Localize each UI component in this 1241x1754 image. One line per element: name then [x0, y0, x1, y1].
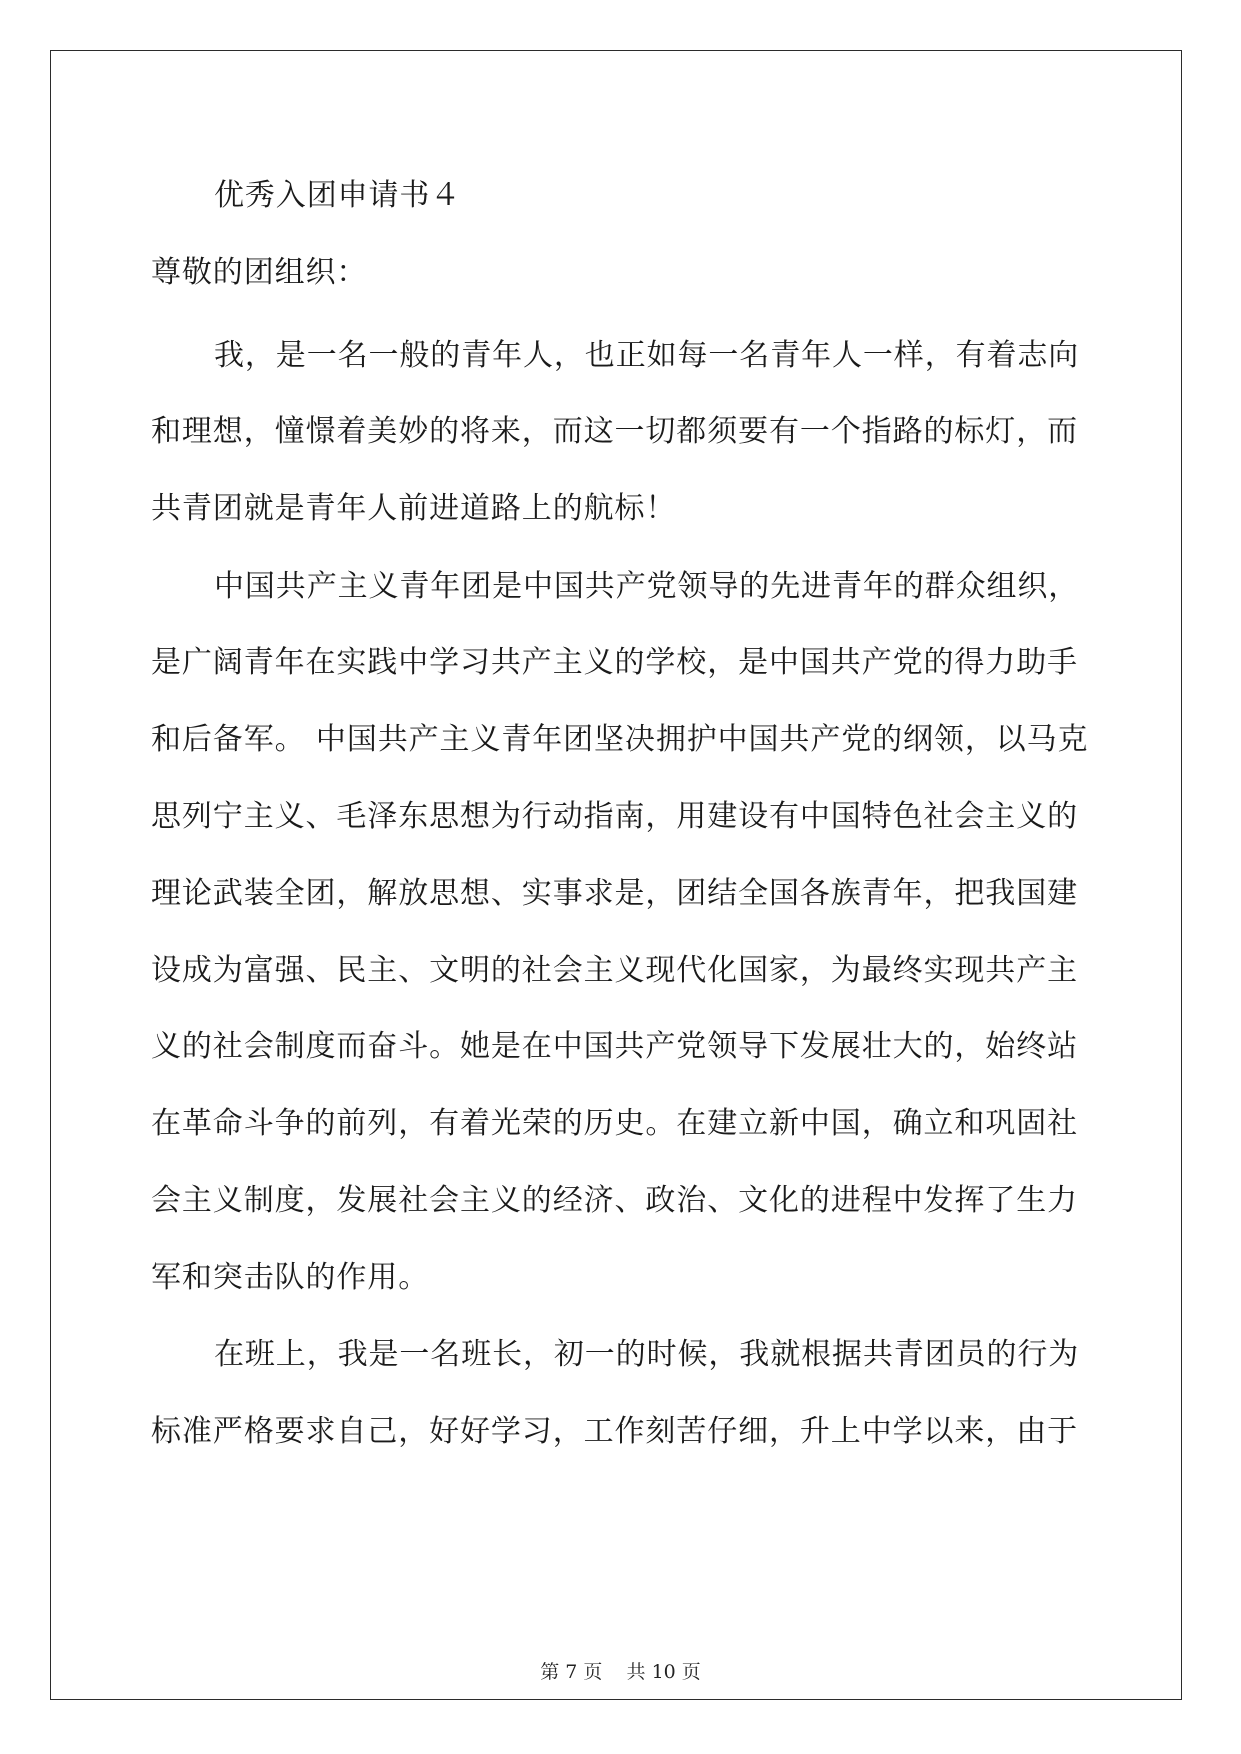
paragraph-line: 是广阔青年在实践中学习共产主义的学校，是中国共产党的得力助手	[151, 645, 1078, 680]
paragraph-line: 和后备军。 中国共产主义青年团坚决拥护中国共产党的纲领，以马克	[151, 722, 1089, 757]
paragraph-line: 在革命斗争的前列，有着光荣的历史。在建立新中国，确立和巩固社	[151, 1106, 1078, 1141]
paragraph-line: 会主义制度，发展社会主义的经济、政治、文化的进程中发挥了生力	[151, 1183, 1078, 1218]
paragraph-line: 中国共产主义青年团是中国共产党领导的先进青年的群众组织，	[214, 569, 1080, 604]
page-footer	[0, 1660, 1241, 1684]
salutation: 尊敬的团组织：	[151, 255, 368, 290]
page-number: 第 7 页	[540, 1661, 603, 1683]
paragraph-line: 和理想，憧憬着美妙的将来，而这一切都须要有一个指路的标灯，而	[151, 414, 1078, 449]
paragraph-line: 共青团就是青年人前进道路上的航标！	[151, 491, 677, 526]
paragraph-line: 标准严格要求自己，好好学习，工作刻苦仔细，升上中学以来，由于	[151, 1414, 1078, 1449]
paragraph-line: 思列宁主义、毛泽东思想为行动指南，用建设有中国特色社会主义的	[151, 799, 1078, 834]
paragraph-line: 义的社会制度而奋斗。她是在中国共产党领导下发展壮大的，始终站	[151, 1029, 1078, 1064]
paragraph-line: 理论武装全团，解放思想、实事求是，团结全国各族青年，把我国建	[151, 876, 1078, 911]
page-total: 共 10 页	[626, 1661, 701, 1683]
paragraph-line: 在班上，我是一名班长，初一的时候，我就根据共青团员的行为	[214, 1337, 1080, 1372]
paragraph-line: 军和突击队的作用。	[151, 1260, 430, 1295]
paragraph-line: 我，是一名一般的青年人，也正如每一名青年人一样，有着志向	[214, 338, 1080, 373]
document-title: 优秀入团申请书４	[214, 178, 462, 213]
paragraph-line: 设成为富强、民主、文明的社会主义现代化国家，为最终实现共产主	[151, 953, 1078, 988]
